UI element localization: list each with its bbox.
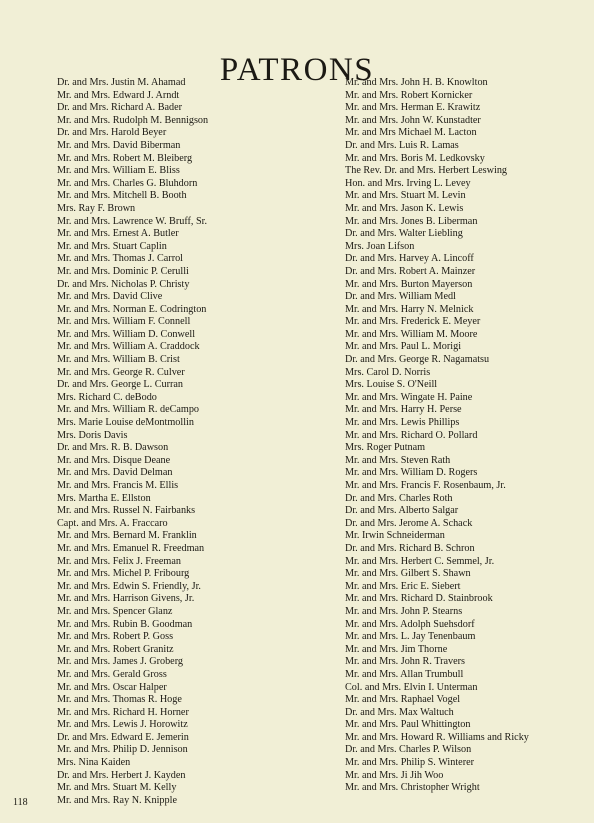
patron-name: Dr. and Mrs. R. B. Dawson [57,442,169,454]
patron-name: Mr. and Mrs. Felix J. Freeman [57,555,181,567]
patron-name: Mr. and Mrs. Boris M. Ledkovsky [345,152,485,164]
patron-name: Mr. and Mrs. John W. Kunstadter [345,114,481,126]
patron-name: Mr. and Mrs. Lewis Phillips [345,417,460,429]
patron-name: Mr. and Mrs. Dominic P. Cerulli [57,265,189,277]
patron-name: Mr. and Mrs. Herman E. Krawitz [345,102,481,114]
patron-name: Mrs. Ray F. Brown [57,202,136,214]
patron-name: Mr. and Mrs. William M. Moore [345,328,478,340]
patron-name: Mr. and Mrs. William B. Crist [57,354,180,366]
patron-name: Mr. and Mrs. Eric E. Siebert [345,580,461,592]
patron-name: Mr. and Mrs. William D. Conwell [57,328,196,340]
patron-name: Mr. and Mrs. Gerald Gross [57,668,167,680]
patron-name: Mr. and Mrs. Jason K. Lewis [345,202,464,214]
patron-name: Mr. and Mrs. Robert Kornicker [345,89,473,101]
patron-name: Mr. and Mrs. David Delman [57,467,173,479]
patron-name: Dr. and Mrs. George L. Curran [57,379,183,391]
patron-name: Mr. Irwin Schneiderman [345,530,445,542]
patrons-list-right [345,77,585,795]
patron-name: Mr. and Mrs. Rudolph M. Bennigson [57,114,209,126]
patron-name: Mr. and Mrs. John H. B. Knowlton [345,77,488,88]
patron-name: Mr. and Mrs. Gilbert S. Shawn [345,568,471,580]
patron-name: Mr. and Mrs. Philip S. Winterer [345,757,475,769]
patron-name: Mr. and Mrs. William A. Craddock [57,341,200,353]
patron-name: Mrs. Roger Putnam [345,442,426,454]
patron-name: Capt. and Mrs. A. Fraccaro [57,517,168,529]
patron-name: Mr. and Mrs. Robert M. Bleiberg [57,152,193,164]
patron-name: Mr. and Mrs. Emanuel R. Freedman [57,542,205,554]
patron-name: Mr. and Mrs. Adolph Suehsdorf [345,618,475,630]
patron-name: Mr. and Mrs. Bernard M. Franklin [57,530,197,542]
patron-name: Mr. and Mrs. Jim Thorne [345,643,448,655]
patron-name: Dr. and Mrs. Charles P. Wilson [345,744,472,756]
patron-name: Dr. and Mrs. Harvey A. Lincoff [345,253,474,265]
patron-name: Mrs. Richard C. deBodo [57,391,157,403]
patron-name: Mr. and Mrs. Howard R. Williams and Ricky [345,731,529,743]
patron-name: Dr. and Mrs. Herbert J. Kayden [57,769,186,781]
patron-name: Mr. and Mrs. Russel N. Fairbanks [57,505,196,517]
patron-name: Mr. and Mrs. Oscar Halper [57,681,167,693]
patron-name: Mr. and Mrs. James J. Groberg [57,656,184,668]
patron-name: Mr. and Mrs. Michel P. Fribourg [57,568,190,580]
patron-name: Mr. and Mrs. Lewis J. Horowitz [57,719,188,731]
patron-name: Dr. and Mrs. Nicholas P. Christy [57,278,190,290]
patron-name: Mr. and Mrs. Wingate H. Paine [345,391,473,403]
patron-name: Dr. and Mrs. Jerome A. Schack [345,517,473,529]
patron-name: Mr. and Mrs. Mitchell B. Booth [57,190,187,202]
patron-name: Mr. and Mrs. Harry N. Melnick [345,303,474,315]
patron-name: Mr. and Mrs. Richard O. Pollard [345,429,478,441]
patron-name: Mr. and Mrs. Lawrence W. Bruff, Sr. [57,215,208,227]
patron-name: Dr. and Mrs. William Medl [345,291,456,303]
patron-name: Mr. and Mrs. Ernest A. Butler [57,228,179,240]
patron-name: Mr. and Mrs. Paul Whittington [345,719,471,731]
patron-name: Mr. and Mrs. David Biberman [57,139,181,151]
patron-name: Mr. and Mrs. Disque Deane [57,454,171,466]
patron-name: Mrs. Louise S. O'Neill [345,379,438,391]
patron-name: Mr. and Mrs. William D. Rogers [345,467,478,479]
patron-name: Mr. and Mrs. Robert Granitz [57,643,174,655]
patron-name: Dr. and Mrs. Walter Liebling [345,228,463,240]
patron-name: Mr. and Mrs. William E. Bliss [57,165,180,177]
patron-name: Mrs. Carol D. Norris [345,366,431,378]
patron-name: Mr. and Mrs. David Clive [57,291,163,303]
patrons-list-left [57,77,332,807]
patron-name: Mr. and Mrs. Herbert C. Semmel, Jr. [345,555,495,567]
patron-name: Mr. and Mrs. Jones B. Liberman [345,215,478,227]
page-title: PATRONS [219,52,375,89]
patron-name: Mr. and Mrs. L. Jay Tenenbaum [345,631,476,643]
patron-name: Mrs. Marie Louise deMontmollin [57,417,194,429]
patron-name: Mr. and Mrs. Philip D. Jennison [57,744,188,756]
patron-name: Mr. and Mrs. Richard D. Stainbrook [345,593,493,605]
patron-name: Dr. and Mrs. Max Waltuch [345,706,454,718]
patron-name: Mr. and Mrs. Stuart M. Kelly [57,782,177,794]
patron-name: Mr. and Mrs. Burton Mayerson [345,278,473,290]
patron-name: Mr. and Mrs. Ji Jih Woo [345,769,444,781]
patron-name: Mrs. Martha E. Ellston [57,492,151,504]
patron-name: Mr. and Mrs Michael M. Lacton [345,127,477,139]
patron-name: Dr. and Mrs. Harold Beyer [57,127,167,139]
patron-name: Mr. and Mrs. Spencer Glanz [57,605,173,617]
patron-name: Mr. and Mrs. Ray N. Knipple [57,794,177,806]
patron-name: Dr. and Mrs. Robert A. Mainzer [345,265,476,277]
patron-name: Mr. and Mrs. Raphael Vogel [345,694,461,706]
patron-name: Dr. and Mrs. Luis R. Lamas [345,139,459,151]
patron-name: Mr. and Mrs. Thomas J. Carrol [57,253,184,265]
patron-name: Mrs. Doris Davis [57,429,128,441]
patron-name: Mr. and Mrs. William F. Connell [57,316,191,328]
patron-name: Mr. and Mrs. Robert P. Goss [57,631,174,643]
patron-name: Mr. and Mrs. Allan Trumbull [345,668,464,680]
patron-name: Dr. and Mrs. Alberto Salgar [345,505,459,517]
patron-name: Mr. and Mrs. Francis F. Rosenbaum, Jr. [345,480,506,491]
patron-name: Hon. and Mrs. Irving L. Levey [345,177,471,189]
patron-name: Mr. and Mrs. John R. Travers [345,656,465,668]
patron-name: Mr. and Mrs. Francis M. Ellis [57,480,179,491]
patron-name: Mr. and Mrs. Edwin S. Friendly, Jr. [57,580,201,592]
patron-name: Col. and Mrs. Elvin I. Unterman [345,681,478,693]
page-number: 118 [13,797,28,808]
patron-name: Dr. and Mrs. Edward E. Jemerin [57,731,189,743]
patron-name: Dr. and Mrs. Charles Roth [345,492,453,504]
patron-name: Dr. and Mrs. Richard B. Schron [345,542,475,554]
patron-name: Mr. and Mrs. Steven Rath [345,454,451,466]
patron-name: Mr. and Mrs. Christopher Wright [345,782,480,794]
patron-name: Mr. and Mrs. William R. deCampo [57,404,200,416]
patron-name: Mr. and Mrs. Harry H. Perse [345,404,462,416]
patron-name: Mr. and Mrs. Paul L. Morigi [345,341,462,353]
patron-name: Dr. and Mrs. Richard A. Bader [57,102,183,114]
patron-name: Mrs. Joan Lifson [345,240,415,252]
patron-name: Mr. and Mrs. Frederick E. Meyer [345,316,481,328]
patron-name: Mr. and Mrs. Charles G. Bluhdorn [57,177,198,189]
patron-name: Dr. and Mrs. George R. Nagamatsu [345,354,490,366]
patron-name: Mr. and Mrs. John P. Stearns [345,605,463,617]
patron-name: Mr. and Mrs. Norman E. Codrington [57,303,207,315]
patron-name: Dr. and Mrs. Justin M. Ahamad [57,77,186,88]
patron-name: Mr. and Mrs. Thomas R. Hoge [57,694,182,706]
patron-name: Mr. and Mrs. Stuart Caplin [57,240,167,252]
patron-name: Mr. and Mrs. Rubin B. Goodman [57,618,193,630]
patron-name: Mr. and Mrs. Harrison Givens, Jr. [57,593,195,605]
patron-name: Mr. and Mrs. George R. Culver [57,366,185,378]
patron-name: Mrs. Nina Kaiden [57,757,131,769]
patron-name: Mr. and Mrs. Richard H. Horner [57,706,189,718]
patron-name: The Rev. Dr. and Mrs. Herbert Leswing [345,165,508,177]
patron-name: Mr. and Mrs. Stuart M. Levin [345,190,466,202]
patron-name: Mr. and Mrs. Edward J. Arndt [57,89,180,101]
